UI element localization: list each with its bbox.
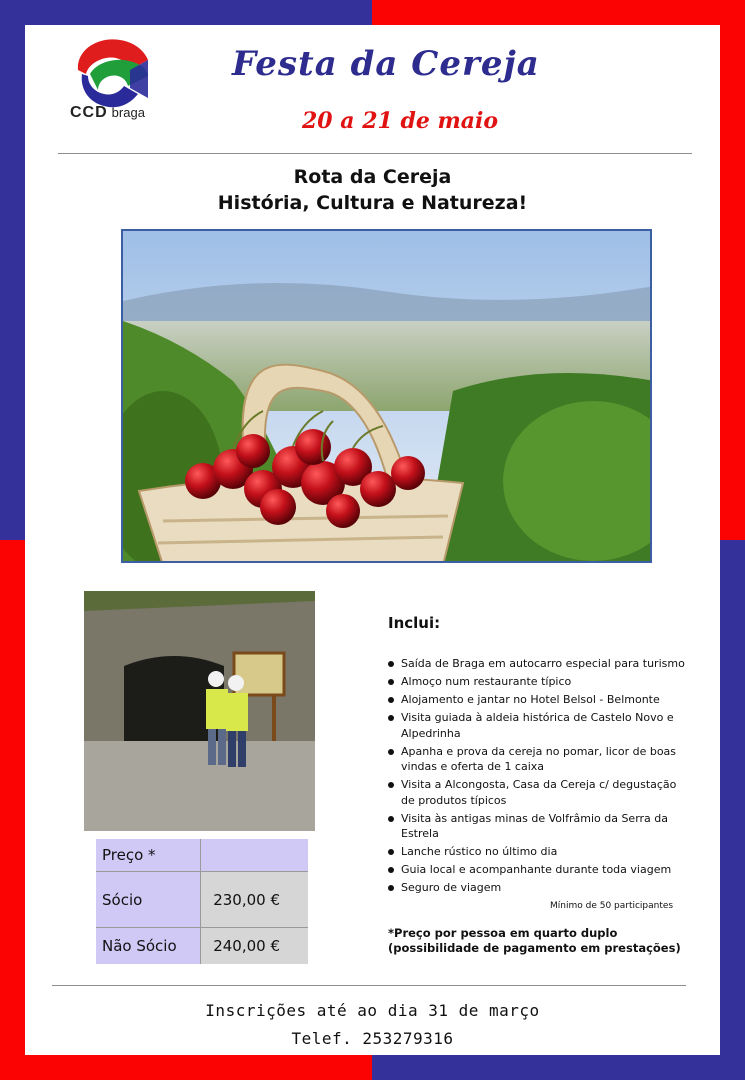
bullet-icon bbox=[388, 679, 394, 685]
bullet-icon bbox=[388, 885, 394, 891]
event-title: Festa da Cereja bbox=[232, 44, 540, 84]
minimum-participants-note: Mínimo de 50 participantes bbox=[550, 901, 674, 911]
includes-item bbox=[388, 692, 688, 708]
logo-wordmark bbox=[70, 104, 145, 122]
contact-phone: Telef. 253279316 bbox=[291, 1029, 454, 1048]
includes-item bbox=[388, 710, 688, 741]
includes-item bbox=[388, 880, 688, 896]
includes-item-text: Visita às antigas minas de Volfrâmio da Serra da Estrela bbox=[401, 811, 669, 840]
event-date: 20 a 21 de maio bbox=[302, 108, 499, 134]
price-member-value: 230,00 € bbox=[201, 872, 309, 928]
bullet-icon bbox=[388, 782, 394, 788]
price-header-empty-cell bbox=[201, 839, 309, 872]
includes-item-text: Alojamento e jantar no Hotel Belsol - Belmonte bbox=[401, 693, 660, 706]
includes-item-text: Lanche rústico no último dia bbox=[401, 845, 558, 858]
includes-item-text: Saída de Braga em autocarro especial para turismo bbox=[401, 657, 685, 670]
price-note-line1: *Preço por pessoa em quarto duplo bbox=[388, 926, 618, 940]
includes-list bbox=[388, 656, 688, 898]
price-note-line2: (possibilidade de pagamento em prestações) bbox=[388, 941, 681, 955]
includes-item-text: Almoço num restaurante típico bbox=[401, 675, 572, 688]
bullet-icon bbox=[388, 849, 394, 855]
includes-item bbox=[388, 777, 688, 808]
price-header-label: Preço * bbox=[96, 839, 201, 872]
bullet-icon bbox=[388, 715, 394, 721]
includes-title: Inclui: bbox=[388, 614, 441, 632]
includes-item bbox=[388, 811, 688, 842]
bullet-icon bbox=[388, 816, 394, 822]
includes-item-text: Guia local e acompanhante durante toda viagem bbox=[401, 863, 672, 876]
route-tagline: História, Cultura e Natureza! bbox=[217, 192, 528, 214]
cherry-basket-illustration bbox=[123, 231, 652, 563]
logo-text: CCD bbox=[70, 104, 108, 121]
bullet-icon bbox=[388, 749, 394, 755]
mine-entrance-illustration bbox=[84, 591, 315, 831]
price-row-member bbox=[96, 872, 308, 928]
top-divider bbox=[58, 153, 692, 154]
price-row-non-member bbox=[96, 928, 308, 965]
includes-item bbox=[388, 656, 688, 672]
mine-entrance-photo bbox=[84, 591, 315, 831]
logo-subtext: braga bbox=[111, 105, 145, 120]
price-table bbox=[96, 839, 308, 964]
price-non-member-value: 240,00 € bbox=[201, 928, 309, 965]
includes-item-text: Seguro de viagem bbox=[401, 881, 502, 894]
includes-item bbox=[388, 862, 688, 878]
includes-item bbox=[388, 844, 688, 860]
includes-item-text: Visita a Alcongosta, Casa da Cereja c/ degustação de produtos típicos bbox=[401, 778, 677, 807]
includes-item bbox=[388, 674, 688, 690]
bullet-icon bbox=[388, 661, 394, 667]
price-non-member-label: Não Sócio bbox=[96, 928, 201, 965]
price-header-row bbox=[96, 839, 308, 872]
price-member-label: Sócio bbox=[96, 872, 201, 928]
bottom-divider bbox=[52, 985, 686, 986]
bullet-icon bbox=[388, 867, 394, 873]
route-title: Rota da Cereja bbox=[293, 166, 452, 188]
registration-deadline: Inscrições até ao dia 31 de março bbox=[205, 1001, 540, 1020]
includes-item bbox=[388, 744, 688, 775]
cherry-basket-photo bbox=[121, 229, 652, 563]
includes-item-text: Apanha e prova da cereja no pomar, licor de boas vindas e oferta de 1 caixa bbox=[401, 744, 677, 773]
includes-item-text: Visita guiada à aldeia histórica de Castelo Novo e Alpedrinha bbox=[401, 711, 674, 740]
bullet-icon bbox=[388, 697, 394, 703]
